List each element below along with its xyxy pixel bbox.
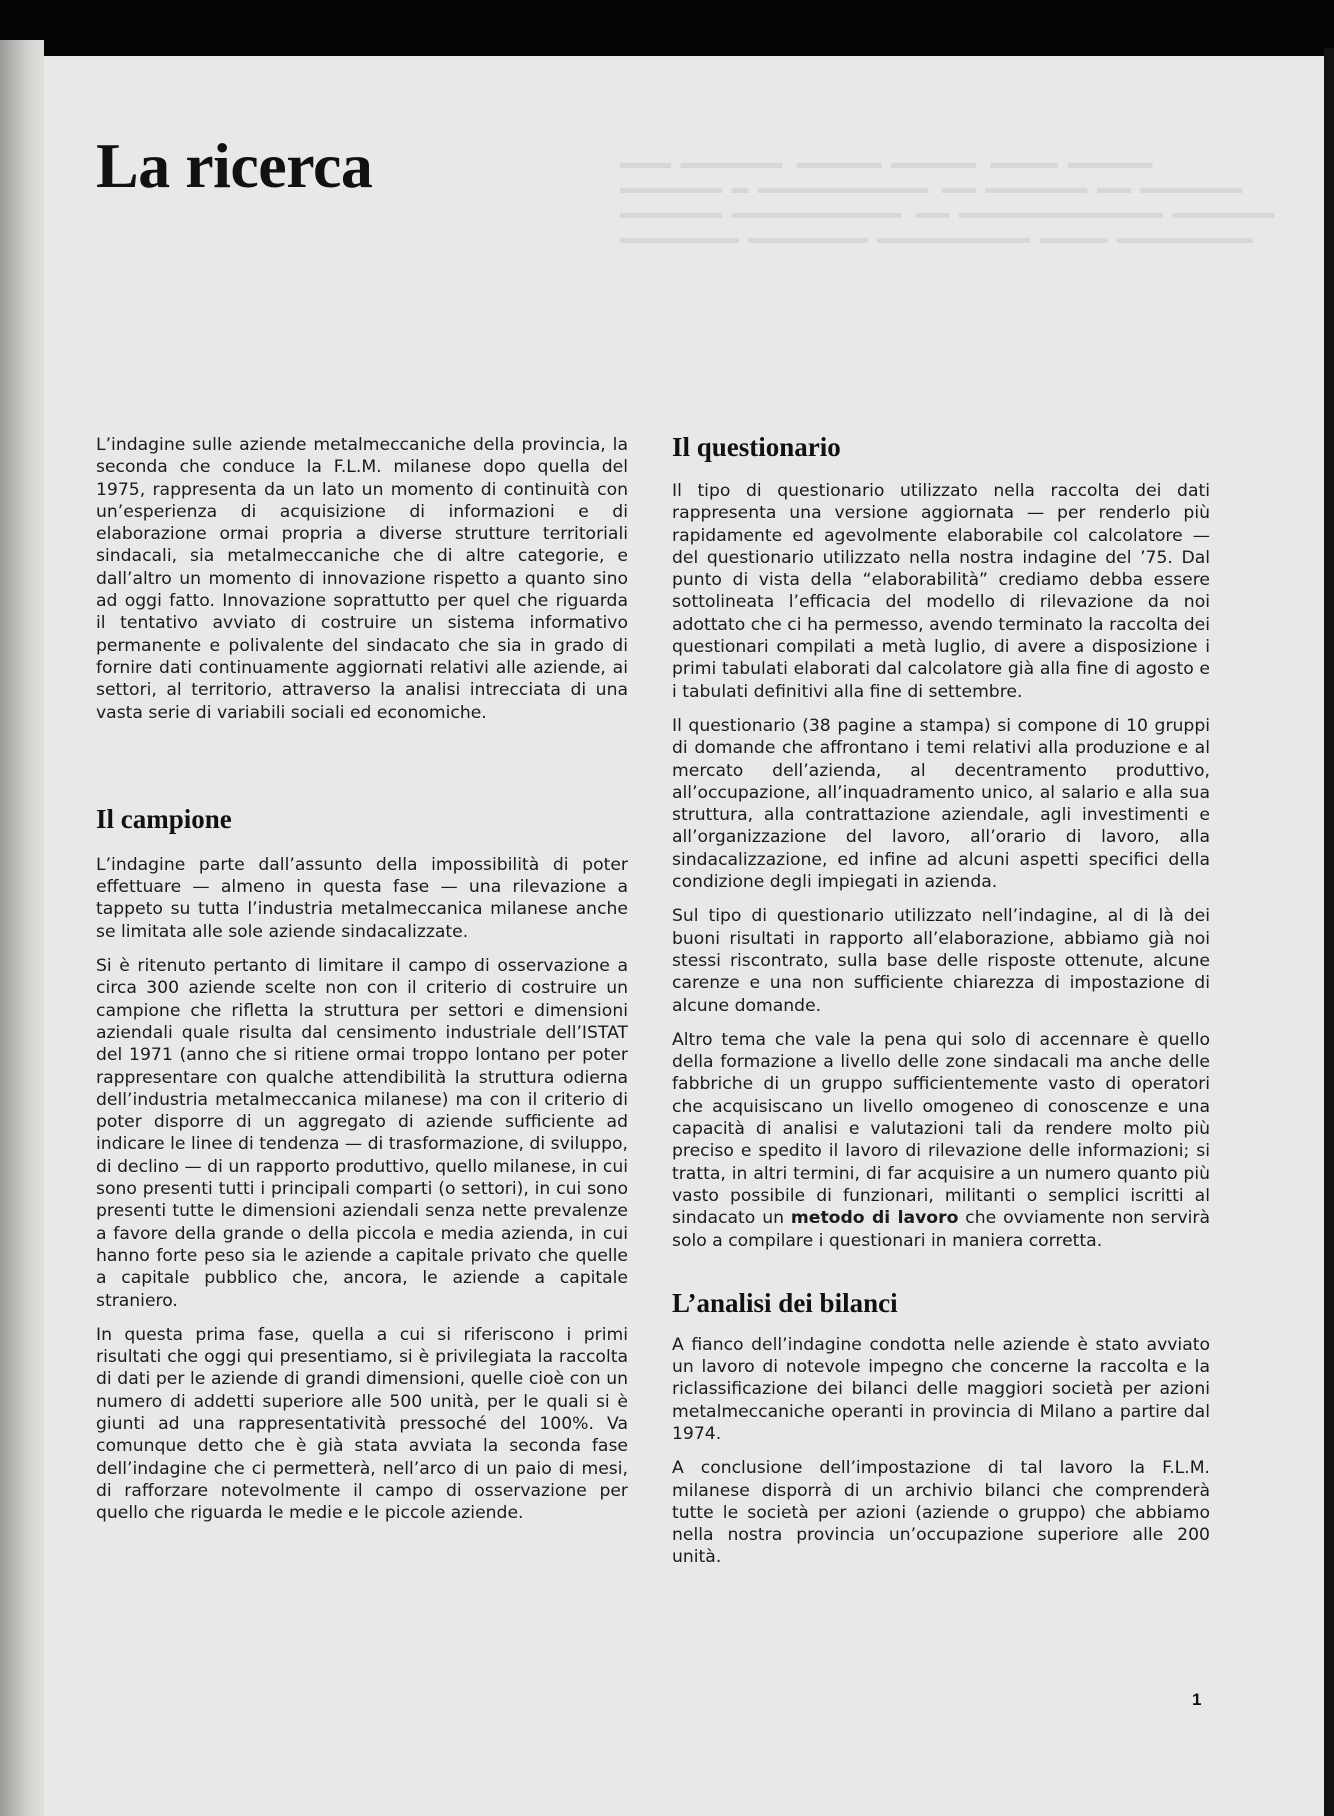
show-through-text: ▬▬▬ ▬▬▬▬▬▬ ▬▬▬▬▬ ▬▬▬▬▬ ▬▬▬▬ ▬▬▬▬▬ ▬▬▬▬▬▬ ▬ ▬▬▬▬▬▬▬▬▬▬ ▬▬ ▬▬▬▬▬▬ ▬▬ ▬▬▬▬▬▬ ▬▬▬▬▬▬ ▬▬▬▬▬▬▬▬▬▬ ▬▬ ▬▬▬▬▬▬▬▬▬▬▬▬ ▬▬▬▬▬▬ ▬▬▬▬▬▬▬ ▬▬▬▬▬▬▬ ▬▬▬▬▬▬▬▬▬ ▬▬▬▬ ▬▬▬▬▬▬▬▬ xyxy=(620,153,1275,247)
right-column xyxy=(672,430,1210,1581)
questionario-paragraph-3: Sul tipo di questionario utilizzato nell’indagine, al di là dei buoni risultati in rapporto all’elaborazione, abbiamo già noi stessi riscontrato, sulla base delle risposte ottenute, alcune carenze e una non sufficiente chiarezza di impostazione di alcune domande. xyxy=(672,906,1210,1016)
campione-paragraph-1: L’indagine parte dall’assunto della impossibilità di poter effettuare — almeno in questa fase — una rilevazione a tappeto su tutta l’industria metalmeccanica milanese anche se limitata alle sole aziende sindacalizzate. xyxy=(96,854,628,942)
intro-paragraph: L’indagine sulle aziende metalmeccaniche della provincia, la seconda che conduce la F.L.M. milanese dopo quella del 1975, rappresenta da un lato un momento di continuità con un’esperienza di acquisizione di informazioni e di elaborazione ormai propria a diverse strutture territoriali sindacali, sia metalmeccaniche che di altre categorie, e dall’altro un momento di innovazione rispetto a quanto sino ad oggi fatto. Innovazione soprattutto per quel che riguarda il tentativo avviato di costruire un sistema informativo permanente e polivalente del sindacato che sia in grado di fornire dati continuamente aggiornati relativi alle aziende, ai settori, al territorio, attraverso la analisi intrecciata di una vasta serie di variabili sociali ed economiche. xyxy=(96,435,628,723)
questionario-p4-text-end: che ovviamente non servirà solo a compilare i questionari in maniera corretta. xyxy=(672,1208,1211,1251)
scan-top-border xyxy=(0,0,1334,56)
book-spine-shadow xyxy=(0,40,44,1816)
campione-paragraph-3: In questa prima fase, quella a cui si riferiscono i primi risultati che oggi qui presentiamo, si è privilegiata la raccolta di dati per le aziende di grandi dimensioni, quelle cioè con un numero di addetti superiore alle 500 unità, per le quali si è giunti ad una rappresentatività pressoché del 100%. Va comunque detto che è già stata avviata la seconda fase dell’indagine che ci permetterà, nell’arco di un paio di mesi, di rafforzare notevolmente il campo di osservazione per quello che riguarda le medie e le piccole aziende. xyxy=(96,1324,628,1524)
questionario-paragraph-2: Il questionario (38 pagine a stampa) si compone di 10 gruppi di domande che affrontano i temi relativi alla produzione e al mercato dell’azienda, al decentramento produttivo, all’occupazione, all’inquadramento unico, al salario e alla sua struttura, alla contrattazione aziendale, agli investimenti e all’organizzazione del lavoro, all’orario di lavoro, alla sindacalizzazione, ed infine ad alcuni aspetti specifici della condizione degli impiegati in azienda. xyxy=(672,715,1210,893)
heading-campione: Il campione xyxy=(96,803,232,834)
page-title: La ricerca xyxy=(96,130,373,201)
left-column xyxy=(96,434,628,1536)
heading-questionario: Il questionario xyxy=(672,432,841,462)
metodo-di-lavoro-emphasis: metodo di lavoro xyxy=(790,1208,959,1229)
questionario-paragraph-1: Il tipo di questionario utilizzato nella raccolta dei dati rappresenta una versione aggiornata — per renderlo più rapidamente ed agevolmente elaborabile col calcolatore — del questionario utilizzato nella nostra indagine del ’75. Dal punto di vista della “elaborabilità” crediamo debba essere sottolineata l’efficacia del modello di rilevazione da noi adottato che ci ha permesso, avendo terminato la raccolta dei questionari compilati a metà luglio, di avere a disposizione i primi tabulati elaborati dal calcolatore già alla fine di agosto e i tabulati definitivi alla fine di settembre. xyxy=(672,481,1210,702)
questionario-paragraph-4 xyxy=(672,1029,1210,1252)
page-number: 1 xyxy=(1192,1690,1202,1709)
bilanci-paragraph-2: A conclusione dell’impostazione di tal lavoro la F.L.M. milanese disporrà di un archivio bilanci che comprenderà tutte le società per azioni (aziende o gruppo) che abbiamo nella nostra provincia un’occupazione superiore alle 200 unità. xyxy=(672,1458,1210,1568)
scan-right-border xyxy=(1324,48,1334,1816)
campione-paragraph-2: Si è ritenuto pertanto di limitare il campo di osservazione a circa 300 aziende scelte non con il criterio di costruire un campione che rifletta la struttura per settori e dimensioni aziendali quale risulta dal censimento industriale dell’ISTAT del 1971 (anno che si ritiene ormai troppo lontano per poter rappresentare con qualche attendibilità la struttura odierna dell’industria metalmeccanica milanese) ma con il criterio di poter disporre di un aggregato di aziende sufficiente ad indicare le linee di tendenza — di trasformazione, di sviluppo, di declino — di un rapporto produttivo, quello milanese, in cui sono presenti tutti i principali comparti (o settori), in cui sono presenti tutte le dimensioni aziendali senza nette prevalenze a favore della grande o della piccola e media azienda, in cui hanno forte peso sia le aziende a capitale privato che quelle a capitale pubblico che, ancora, le aziende a capitale straniero. xyxy=(96,956,628,1311)
questionario-p4-text-start: Altro tema che vale la pena qui solo di accennare è quello della formazione a livello delle zone sindacali ma anche delle fabbriche di un gruppo sufficientemente vasto di operatori che acquisiscano un livello omogeneo di conoscenze e una capacità di analisi e valutazioni tali da rendere molto più preciso e spedito il lavoro di rilevazione delle informazioni; si tratta, in altri termini, di far acquisire a un numero quanto più vasto possibile di funzionari, militanti o semplici iscritti al sindacato un xyxy=(672,1029,1210,1229)
heading-analisi-bilanci: L’analisi dei bilanci xyxy=(672,1287,898,1318)
bilanci-paragraph-1: A fianco dell’indagine condotta nelle aziende è stato avviato un lavoro di notevole impegno che concerne la raccolta e la riclassificazione dei bilanci delle maggiori società per azioni metalmeccaniche operanti in provincia di Milano a partire dal 1974. xyxy=(672,1334,1210,1444)
